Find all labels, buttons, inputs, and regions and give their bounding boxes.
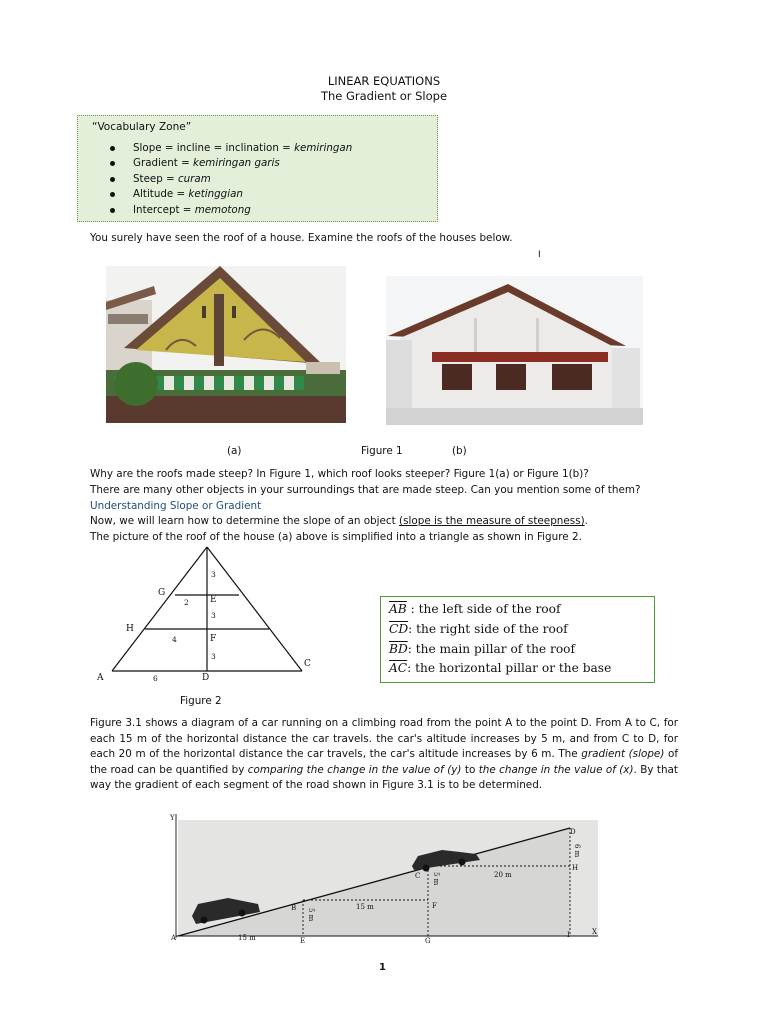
q1-figure-ref-a: Figure 1(a) [453,468,510,480]
vocabulary-list [110,141,352,218]
dimension-dh: 6 m [573,844,581,858]
point-d-label: D [570,828,576,836]
q4-text: . [578,531,582,543]
figure-ref: Figure 3.1 [382,779,434,792]
vocab-term: Gradient = [133,157,193,170]
slope-definition: (slope is the measure of steepness) [399,515,585,527]
q1-text: , which roof looks steeper? [310,468,454,480]
vocabulary-item [110,141,352,156]
point-g-label: G [425,937,431,945]
point-g-label: G [158,588,166,598]
dimension-ch: 20 m [494,871,512,879]
segment-label: $\overline{AC}$ [389,661,408,675]
bullet-icon [110,146,115,151]
vocab-term: Steep = [133,172,178,185]
vocabulary-box [77,115,438,222]
figure-ref: Figure 3.1 [90,717,142,729]
bullet-icon [110,161,115,166]
dimension-cf: 5 m [432,872,440,886]
bullet-icon [110,192,115,197]
vocab-meaning: kemiringan garis [193,157,280,170]
q3-text: Now, we will learn how to determine the slope of an object [90,515,400,527]
measure-ef: 3 [211,611,216,620]
vocabulary-item [110,187,352,202]
point-c-label: C [415,872,421,880]
question-1 [90,466,589,482]
vocab-term: Altitude = [133,188,189,201]
measure-ad: 6 [153,674,158,683]
paragraph-emphasis: gradient (slope) [581,748,665,761]
section-heading: Understanding Slope or Gradient [90,500,262,512]
side-ab [112,547,207,671]
point-c-label: C [304,659,311,669]
figure1-label-b: (b) [452,445,467,457]
vocab-meaning: curam [177,172,211,185]
vocab-term: Intercept = [133,203,195,216]
q1-figure-ref-b: Figure 1(b) [526,468,584,480]
paragraph-text: to [461,763,479,776]
q3-text: . [584,515,588,527]
q1-text: or [509,468,527,480]
figure3-road-diagram [160,808,605,948]
vocabulary-item [110,156,352,171]
legend-row [389,600,560,619]
point-h-label: H [572,864,579,872]
page-subtitle: The Gradient or Slope [320,89,448,103]
figure2-triangle [92,540,322,690]
dimension-ae: 15 m [238,934,256,942]
figure3-paragraph [90,716,678,794]
figure1-label-a: (a) [227,445,242,457]
page-title-block [0,74,768,104]
q1-figure-ref: Figure 1 [269,468,311,480]
y-axis-label: Y [170,814,175,822]
question-2: There are many other objects in your surroundings that are made steep. Can you mention some of them? [90,484,641,496]
house-photo-b [386,276,643,425]
segment-label: $\overline{AB}$ [389,602,407,616]
vocabulary-item [110,172,352,187]
point-e-label: E [210,595,217,605]
q4-figure-ref: Figure 2 [536,531,579,543]
legend-text: : the left side of the roof [406,602,561,616]
vocab-term: Slope = incline = inclination = [133,142,295,154]
point-f-label: F [432,902,437,910]
bullet-icon [110,177,115,182]
dimension-bf: 15 m [356,903,374,911]
intro-line: You surely have seen the roof of a house. Examine the roofs of the houses below. [90,232,513,244]
page-title: LINEAR EQUATIONS [327,74,441,88]
point-d-label: D [202,673,210,683]
question-3 [90,513,588,529]
vocabulary-heading: “Vocabulary Zone” [92,121,192,133]
point-e-label: E [300,937,306,945]
legend-row [389,640,575,659]
vocab-meaning: memotong [194,203,251,216]
bullet-icon [110,208,115,213]
segment-label: $\overline{BD}$ [389,642,408,656]
point-i-label: I [567,931,570,939]
legend-text: : the main pillar of the roof [407,642,576,656]
vocab-meaning: ketinggian [188,188,243,201]
measure-ge: 2 [184,598,189,607]
q1-text: ? [583,468,589,480]
dimension-be: 5 m [307,908,315,922]
point-a-label: A [171,934,177,942]
vocab-meaning: kemiringan [294,142,353,154]
point-b-label: B [291,904,297,912]
side-bc [207,547,302,671]
point-f-label: F [210,634,217,644]
segment-label: $\overline{CD}$ [389,622,409,636]
legend-row [389,659,611,678]
paragraph-emphasis: comparing the change in the value of (y) [247,763,462,776]
vocabulary-item [110,203,352,218]
paragraph-emphasis: the change in the value of (x) [478,763,634,776]
legend-row [389,620,568,639]
paragraph-text: of the road can be quantified by [90,748,678,776]
paragraph-text: shows a diagram of a car running on a climbing road from the point A to the point D. From A to C, for each 15 m of the horizontal distance the car travels. the car's altitude increases by 5 m, and from C to D, for each 20 m of the horizontal distance the car travels, the car's altitude increases by 6 m. The [90,717,678,761]
measure-hf: 4 [172,635,177,644]
measure-top: 3 [211,570,216,579]
stray-mark: I [538,250,541,260]
figure1-caption: Figure 1 [361,445,403,457]
paragraph-text: is to be determined. [433,779,543,792]
x-axis-label: X [592,928,597,936]
house-photo-a [106,266,346,423]
q1-text: Why are the roofs made steep? In [90,468,270,480]
figure2-legend [380,596,655,683]
figure2-caption: Figure 2 [180,695,222,707]
measure-fd: 3 [211,652,216,661]
page-number: 1 [379,962,386,973]
paragraph-text: . By that way the gradient of each segment of the road shown in [90,763,678,792]
q4-text: The picture of the roof of the house (a) above is simplified into a triangle as shown in [90,531,537,543]
legend-text: : the right side of the roof [408,622,568,636]
point-a-label: A [97,673,104,683]
point-h-label: H [126,624,134,634]
legend-text: : the horizontal pillar or the base [407,661,612,675]
